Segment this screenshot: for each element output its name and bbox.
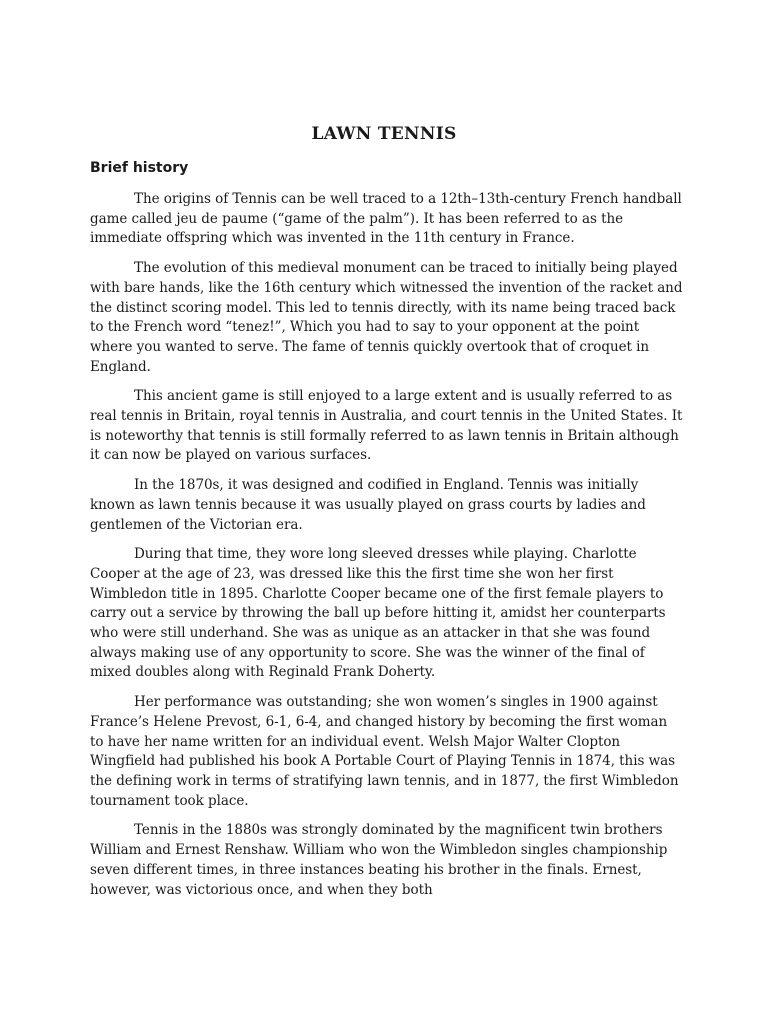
paragraph-1870s: In the 1870s, it was designed and codified in England. Tennis was initially known as lawn tennis because it was usually played on grass courts by ladies and gentlemen of the Victorian era. <box>90 477 646 533</box>
paragraph-real-tennis: This ancient game is still enjoyed to a large extent and is usually referred to as real tennis in Britain, royal tennis in Australia, and court tennis in the United States. It is noteworthy that tennis is still formally referred to as lawn tennis in Britain although it can now be played on various surfaces. <box>90 388 683 464</box>
document-title: LAWN TENNIS <box>311 124 457 144</box>
paragraph-charlotte-cooper: During that time, they wore long sleeved dresses while playing. Charlotte Cooper at the age of 23, was dressed like this the first time she won her first Wimbledon title in 1895. Charlotte Cooper became one of the first female players to carry out a service by throwing the ball up before hitting it, amidst her counterparts who were still underhand. She was as unique as an attacker in that she was found always making use of any opportunity to score. She was the winner of the final of mixed doubles along with Reginald Frank Doherty. <box>90 546 666 681</box>
paragraph-evolution: The evolution of this medieval monument can be traced to initially being played with bare hands, like the 16th century which witnessed the invention of the racket and the distinct scoring model. This led to tennis directly, with its name being traced back to the French word “tenez!”, Which you had to say to your opponent at the point where you wanted to serve. The fame of tennis quickly overtook that of croquet in England. <box>90 260 683 375</box>
body-text <box>90 190 684 910</box>
paragraph-performance: Her performance was outstanding; she won women’s singles in 1900 against France’s Helene Prevost, 6-1, 6-4, and changed history by becoming the first woman to have her name written for an individual event. Welsh Major Walter Clopton Wingfield had published his book A Portable Court of Playing Tennis in 1874, this was the defining work in terms of stratifying lawn tennis, and in 1877, the first Wimbledon tournament took place. <box>90 694 679 809</box>
paragraph-origins: The origins of Tennis can be well traced to a 12th–13th-century French handball game called jeu de paume (“game of the palm”). It has been referred to as the immediate offspring which was invented in the 11th century in France. <box>90 191 682 247</box>
section-heading: Brief history <box>90 160 189 176</box>
paragraph-renshaw: Tennis in the 1880s was strongly dominated by the magnificent twin brothers William and Ernest Renshaw. William who won the Wimbledon singles championship seven different times, in three instances beating his brother in the finals. Ernest, however, was victorious once, and when they both <box>90 822 668 898</box>
